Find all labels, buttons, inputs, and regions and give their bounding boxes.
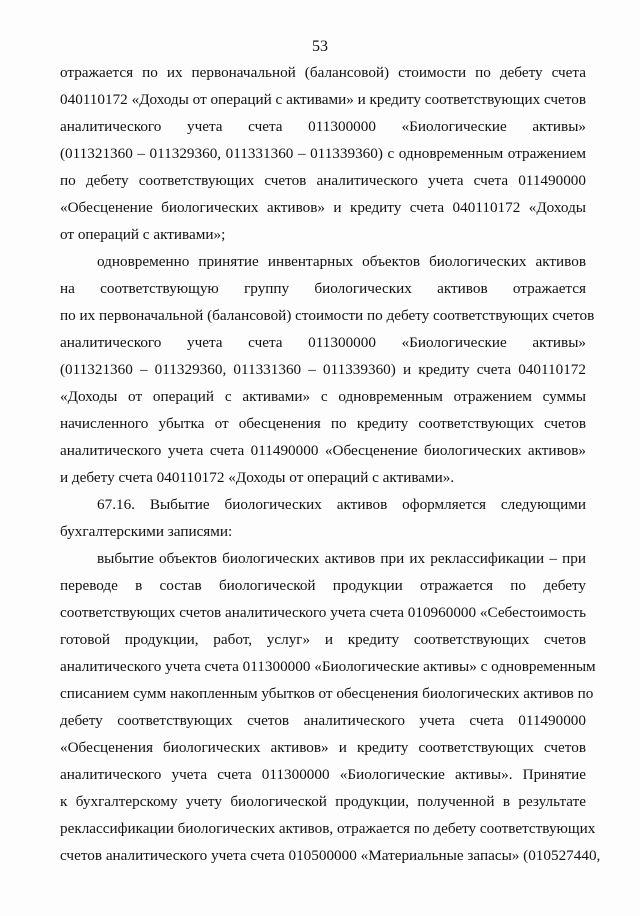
text-line: «Доходы от операций с активами» с одновременным отражением суммы: [60, 388, 586, 405]
text-line: аналитического учета счета 011300000 «Биологические активы» с одновременным: [60, 658, 596, 675]
page-number: 53: [312, 38, 328, 55]
text-line: 67.16. Выбытие биологических активов оформляется следующими: [97, 496, 586, 513]
text-line: на соответствующую группу биологических активов отражается: [60, 280, 586, 297]
text-line: отражается по их первоначальной (балансовой) стоимости по дебету счета: [60, 64, 586, 81]
text-line: дебету соответствующих счетов аналитического учета счета 011490000: [60, 712, 586, 729]
text-line: (011321360 – 011329360, 011331360 – 011339360) с одновременным отражением: [60, 145, 586, 162]
text-line: начисленного убытка от обесценения по кредиту соответствующих счетов: [60, 415, 586, 432]
text-line: и дебету счета 040110172 «Доходы от операций с активами».: [60, 469, 455, 486]
text-line: одновременно принятие инвентарных объектов биологических активов: [97, 253, 586, 270]
text-line: выбытие объектов биологических активов при их реклассификации – при: [97, 550, 586, 567]
text-line: аналитического учета счета 011300000 «Биологические активы»: [60, 334, 586, 351]
text-line: бухгалтерскими записями:: [60, 523, 233, 540]
text-line: «Обесценение биологических активов» и кредиту счета 040110172 «Доходы: [60, 199, 586, 216]
text-line: аналитического учета счета 011490000 «Обесценение биологических активов»: [60, 442, 586, 459]
text-line: готовой продукции, работ, услуг» и кредиту соответствующих счетов: [60, 631, 586, 648]
text-line: по дебету соответствующих счетов аналитического учета счета 011490000: [60, 172, 586, 189]
text-line: соответствующих счетов аналитического учета счета 010960000 «Себестоимость: [60, 604, 586, 621]
text-line: (011321360 – 011329360, 011331360 – 011339360) и кредиту счета 040110172: [60, 361, 586, 378]
text-line: к бухгалтерскому учету биологической продукции, полученной в результате: [60, 793, 586, 810]
text-line: «Обесценения биологических активов» и кредиту соответствующих счетов: [60, 739, 586, 756]
text-line: реклассификации биологических активов, отражается по дебету соответствующих: [60, 820, 596, 837]
text-line: 040110172 «Доходы от операций с активами» и кредиту соответствующих счетов: [60, 91, 586, 108]
text-line: списанием сумм накопленным убытков от обесценения биологических активов по: [60, 685, 594, 702]
text-line: от операций с активами»;: [60, 226, 226, 243]
text-line: аналитического учета счета 011300000 «Биологические активы». Принятие: [60, 766, 586, 783]
text-line: аналитического учета счета 011300000 «Биологические активы»: [60, 118, 586, 135]
text-line: по их первоначальной (балансовой) стоимости по дебету соответствующих счетов: [60, 307, 595, 324]
text-line: счетов аналитического учета счета 010500000 «Материальные запасы» (010527440,: [60, 847, 601, 864]
text-line: переводе в состав биологической продукции отражается по дебету: [60, 577, 586, 594]
